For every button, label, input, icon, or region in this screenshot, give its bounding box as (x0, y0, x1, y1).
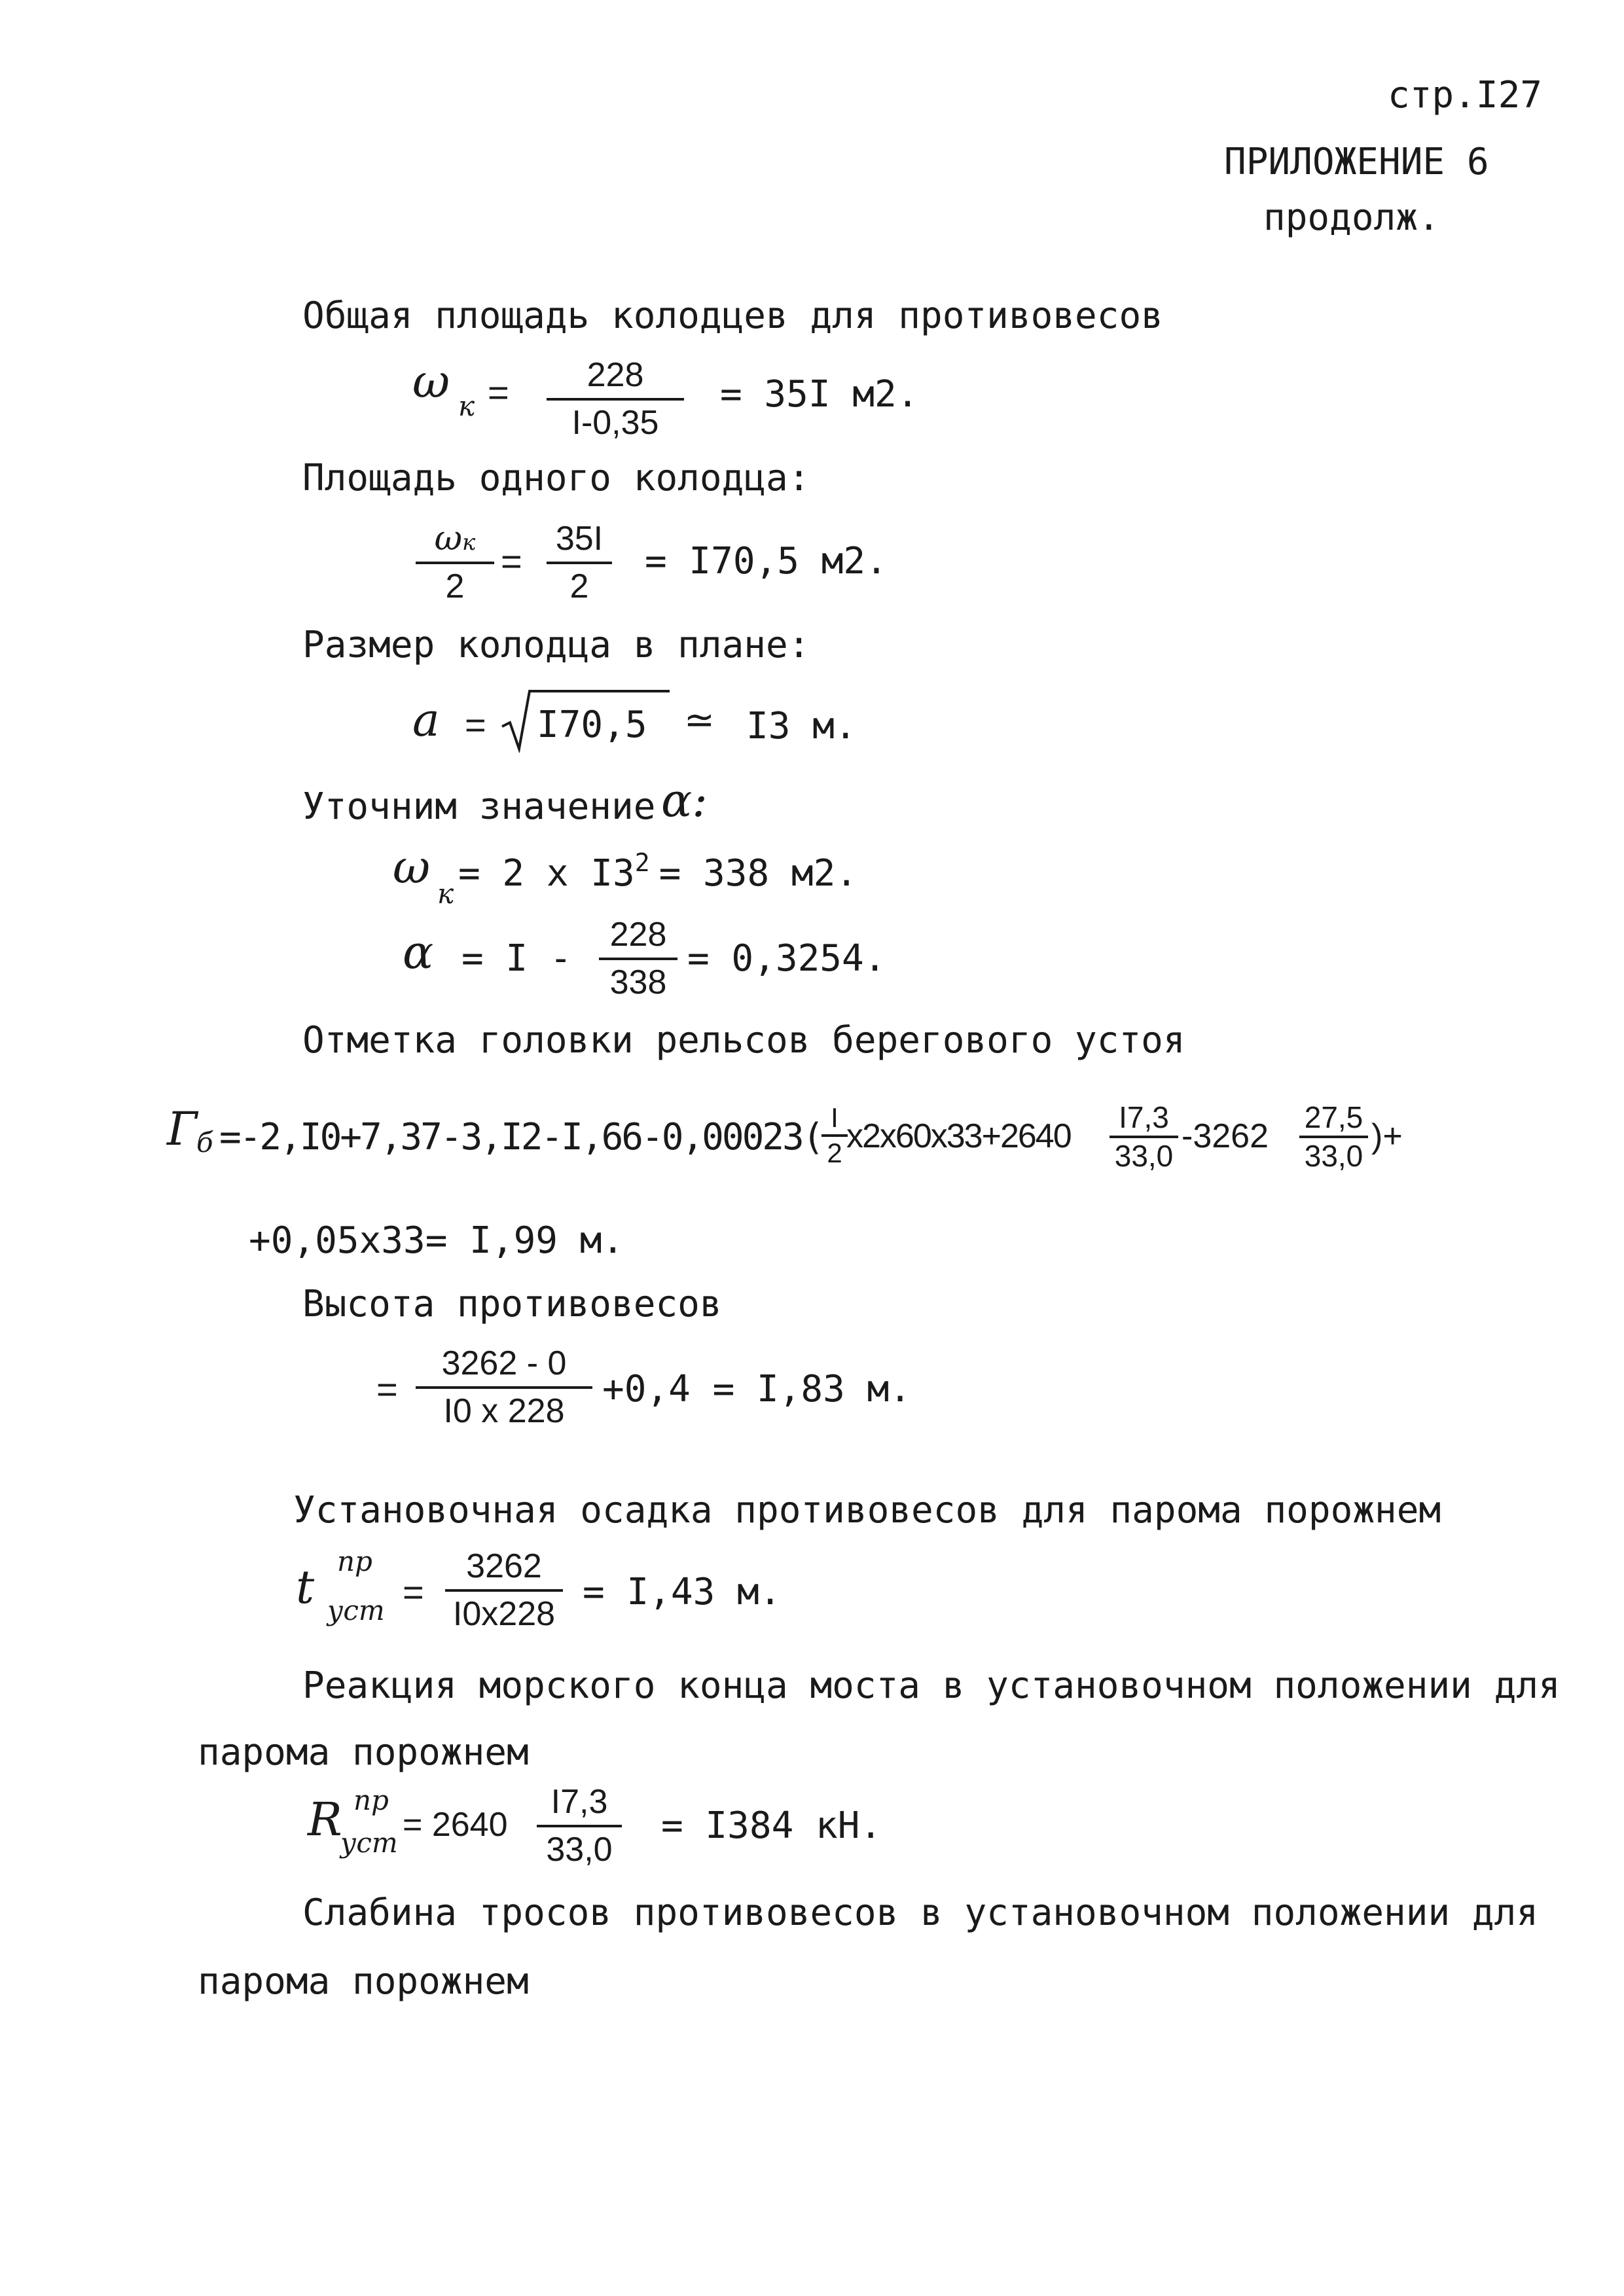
fraction-eq9 (537, 1784, 622, 1869)
fraction-bar (547, 398, 684, 401)
fraction-denominator: 33,0 (1304, 1138, 1363, 1173)
fraction-denominator: I0 x 228 (443, 1392, 565, 1431)
fraction-eq6-second (1110, 1101, 1178, 1172)
page-number: стр.I27 (1388, 74, 1543, 117)
paragraph-total-area: Общая площадь колодцев для противовесов (302, 295, 1163, 337)
a-symbol: a (412, 693, 440, 747)
fraction-numerator: 228 (586, 356, 644, 394)
omega-symbol: ω (393, 840, 431, 894)
fraction-numerator: I7,3 (550, 1783, 608, 1821)
paragraph-bridge-reaction: Реакция морского конца моста в установочном положении для (302, 1664, 1561, 1707)
fraction-numerator: 3262 - 0 (441, 1344, 567, 1382)
continued-label: продолж. (1263, 196, 1440, 239)
alpha-symbol: α: (661, 774, 708, 827)
fraction-eq7 (416, 1345, 592, 1430)
eq6-part2: x2x60x33+2640 (846, 1117, 1071, 1155)
paragraph-refine-value: Уточним значение (302, 785, 656, 828)
fraction-numerator (416, 520, 494, 558)
fraction-eq5 (599, 916, 677, 1001)
equals-sign: = (465, 704, 486, 745)
equals-sign: = (501, 541, 522, 582)
fraction-denominator: 33,0 (546, 1831, 613, 1869)
fraction-eq6-half (821, 1103, 848, 1168)
fraction-numerator: 27,5 (1304, 1100, 1363, 1134)
fraction-denominator: 338 (609, 963, 667, 1002)
fraction-eq8 (445, 1548, 563, 1633)
eq6-continuation: +0,05x33= I,99 м. (249, 1219, 624, 1262)
fraction-denominator: 2 (827, 1138, 842, 1169)
approx-sign: ≃ (684, 699, 715, 740)
equals-sign: = (488, 372, 509, 413)
t-subscript: уст (327, 1594, 385, 1626)
fraction-bar (599, 958, 677, 960)
paragraph-well-size: Размер колодца в плане: (302, 624, 810, 666)
gamma-symbol: Г (167, 1102, 198, 1156)
fraction-denominator: 33,0 (1114, 1138, 1174, 1173)
t-symbol: t (296, 1560, 315, 1614)
eq7-result: +0,4 = I,83 м. (602, 1368, 912, 1410)
fraction-bar (821, 1134, 848, 1137)
sqrt-radicand: I70,5 (537, 704, 647, 746)
fraction-numerator: 228 (609, 916, 667, 954)
appendix-title: ПРИЛОЖЕНИЕ 6 (1224, 141, 1489, 183)
paragraph-cable-slack-cont: парома порожнем (198, 1960, 529, 2003)
eq4-result: = 338 м2. (659, 852, 858, 895)
eq9-rhs: = 2640 (403, 1806, 508, 1844)
fraction-bar (445, 1589, 563, 1592)
eq8-result: = I,43 м. (583, 1571, 782, 1613)
fraction-eq6-third (1299, 1101, 1368, 1172)
fraction-numerator: I7,3 (1119, 1100, 1169, 1134)
t-superscript: пр (337, 1545, 372, 1577)
eq1-result: = 35I м2. (720, 373, 919, 416)
eq2-result: = I70,5 м2. (645, 540, 888, 583)
equals-sign: = (403, 1571, 424, 1613)
eq9-result: = I384 кН. (661, 1804, 882, 1847)
fraction-denominator: I-0,35 (571, 404, 659, 442)
paragraph-rail-head-mark: Отметка головки рельсов берегового устоя (302, 1019, 1185, 1062)
paragraph-cable-slack: Слабина тросов противовесов в установочном положении для (302, 1892, 1539, 1934)
fraction-bar (416, 562, 494, 564)
fraction-bar (1110, 1136, 1178, 1138)
fraction-numerator: 35I (555, 520, 604, 558)
omega-subscript: к (437, 878, 454, 910)
fraction-eq1 (547, 357, 684, 442)
omega-subscript: к (458, 390, 475, 422)
fraction-denominator: I0x228 (452, 1595, 556, 1634)
r-symbol: R (308, 1793, 342, 1846)
omega-subscript: к (462, 529, 476, 556)
fraction-bar (547, 562, 612, 564)
fraction-eq2-rhs (547, 520, 612, 605)
eq6-part3: -3262 (1182, 1117, 1269, 1155)
paragraph-bridge-reaction-cont: парома порожнем (198, 1731, 529, 1774)
exponent: 2 (634, 848, 650, 877)
r-subscript: уст (340, 1827, 398, 1859)
paragraph-counterweight-height: Высота противовесов (302, 1283, 722, 1325)
omega-symbol: ω (412, 355, 450, 408)
eq4-rhs (458, 848, 858, 895)
paragraph-one-well-area: Площадь одного колодца: (302, 457, 810, 499)
fraction-denominator: 2 (445, 567, 465, 606)
eq5-prefix: = I - (461, 937, 572, 980)
fraction-numerator: 3262 (466, 1547, 542, 1585)
fraction-bar (416, 1386, 592, 1389)
fraction-bar (537, 1825, 622, 1827)
alpha-symbol: α (403, 925, 434, 979)
fraction-denominator: 2 (569, 567, 589, 606)
equals-sign: = (376, 1369, 398, 1410)
eq5-result: = 0,3254. (687, 937, 886, 980)
fraction-bar (1299, 1136, 1368, 1138)
paragraph-installation-draft: Установочная осадка противовесов для парома порожнем (293, 1489, 1441, 1532)
omega-symbol: ω (434, 519, 463, 558)
eq3-result: I3 м. (746, 705, 857, 747)
fraction-eq2-lhs (416, 520, 494, 605)
gamma-subscript: б (196, 1126, 213, 1158)
eq4-rhs-text: = 2 x I3 (458, 852, 635, 895)
eq6-part4: )+ (1371, 1117, 1403, 1155)
r-superscript: пр (353, 1784, 389, 1816)
fraction-numerator: I (831, 1102, 839, 1133)
eq6-part1: =-2,I0+7,37-3,I2-I,66-0,00023( (219, 1116, 823, 1158)
